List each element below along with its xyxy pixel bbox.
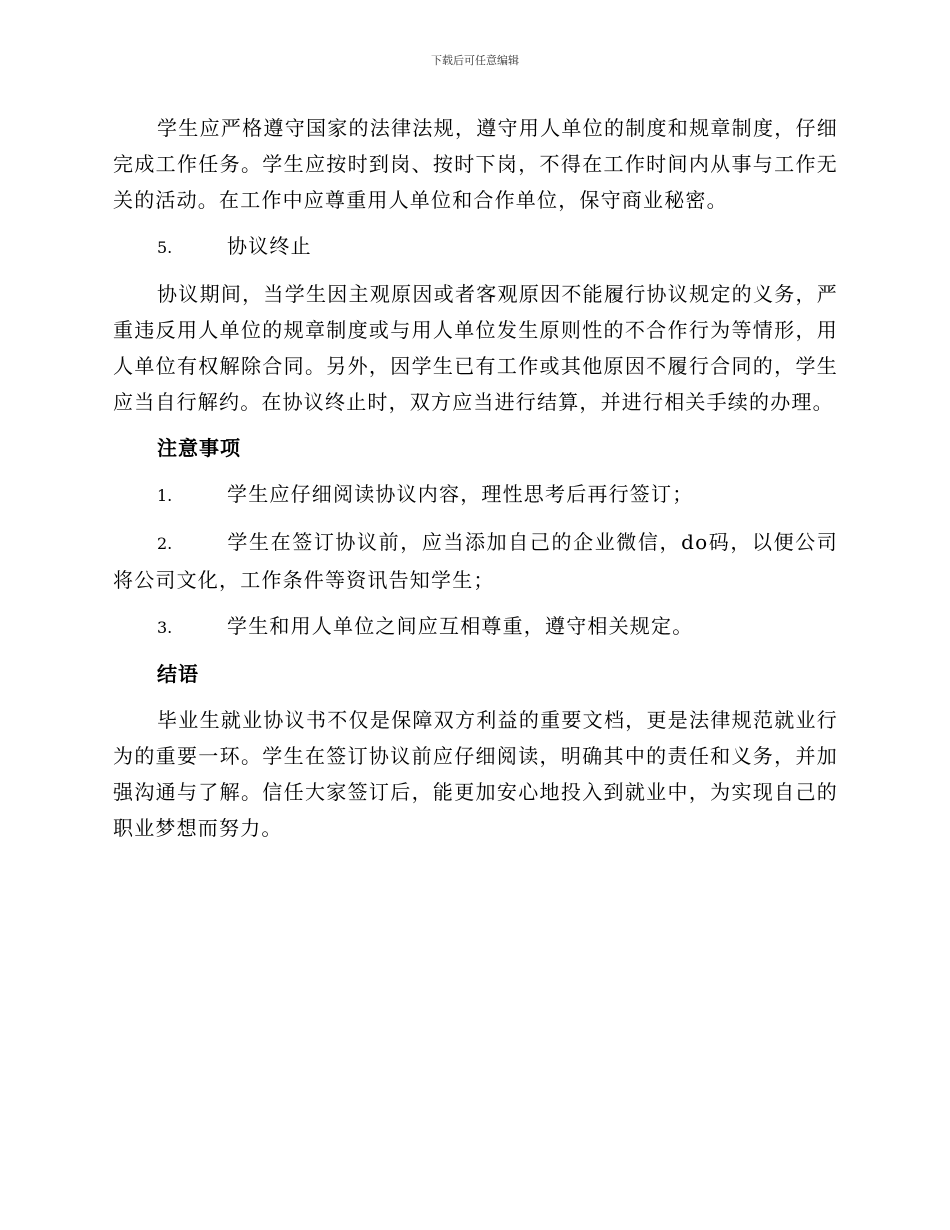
notes-item-3 xyxy=(113,608,838,646)
notes-item-1 xyxy=(113,476,838,514)
list-item-text: 学生在签订协议前，应当添加自己的企业微信，do码，以便公司将公司文化，工作条件等资讯告知学生； xyxy=(113,530,838,592)
termination-paragraph: 协议期间，当学生因主观原因或者客观原因不能履行协议规定的义务，严重违反用人单位的规章制度或与用人单位发生原则性的不合作行为等情形，用人单位有权解除合同。另外，因学生已有工作或其他原因不履行合同的，学生应当自行解约。在协议终止时，双方应当进行结算，并进行相关手续的办理。 xyxy=(113,282,838,414)
spacer xyxy=(113,598,838,608)
list-number: 2. xyxy=(157,534,173,553)
list-number: 3. xyxy=(157,618,173,637)
section-5-heading xyxy=(113,228,838,266)
spacer xyxy=(113,514,838,524)
spacer xyxy=(113,218,838,228)
list-item-text: 学生和用人单位之间应互相尊重，遵守相关规定。 xyxy=(227,614,694,638)
spacer xyxy=(113,466,838,476)
notes-item-2 xyxy=(113,524,838,598)
spacer xyxy=(113,266,838,276)
section-number: 5. xyxy=(157,238,173,257)
conclusion-heading: 结语 xyxy=(157,662,199,686)
list-number: 1. xyxy=(157,486,173,505)
notes-heading: 注意事项 xyxy=(157,436,241,460)
obligations-paragraph: 学生应严格遵守国家的法律法规，遵守用人单位的制度和规章制度，仔细完成工作任务。学生应按时到岗、按时下岗，不得在工作时间内从事与工作无关的活动。在工作中应尊重用人单位和合作单位，保守商业秘密。 xyxy=(113,116,838,212)
page-header: 下载后可任意编辑 xyxy=(431,54,519,67)
spacer xyxy=(113,692,838,702)
spacer xyxy=(113,420,838,430)
spacer xyxy=(113,646,838,656)
section-title: 协议终止 xyxy=(227,234,312,258)
list-item-text: 学生应仔细阅读协议内容，理性思考后再行签订； xyxy=(227,482,694,506)
conclusion-paragraph: 毕业生就业协议书不仅是保障双方利益的重要文档，更是法律规范就业行为的重要一环。学生在签订协议前应仔细阅读，明确其中的责任和义务，并加强沟通与了解。信任大家签订后，能更加安心地投入到就业中，为实现自己的职业梦想而努力。 xyxy=(113,708,838,840)
document-body xyxy=(113,110,838,846)
